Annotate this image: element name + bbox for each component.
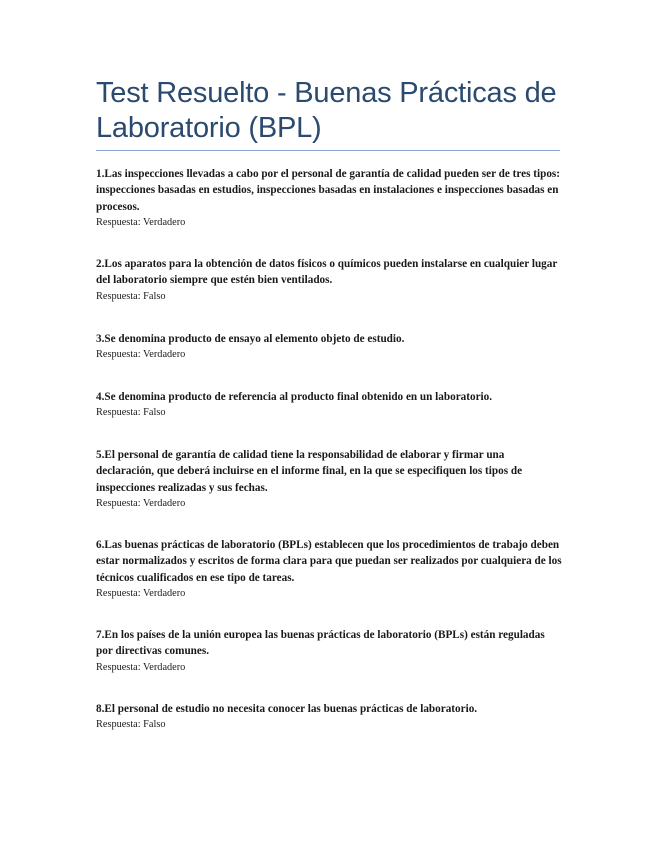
question-text: 8.El personal de estudio no necesita conocer las buenas prácticas de laboratorio. [96,703,478,715]
title-underline [96,150,560,151]
question-answer: Respuesta: Verdadero [96,587,186,599]
question-item [96,389,564,420]
question-item [96,537,564,601]
page-title: Test Resuelto - Buenas Prácticas de Laboratorio (BPL) [96,77,557,144]
question-item [96,627,564,675]
question-answer: Respuesta: Verdadero [96,216,186,228]
question-answer: Respuesta: Verdadero [96,349,186,361]
question-answer: Respuesta: Verdadero [96,497,186,509]
question-answer: Respuesta: Falso [96,407,166,419]
question-item [96,701,564,732]
question-text: 7.En los países de la unión europea las buenas prácticas de laboratorio (BPLs) están reguladas por directivas comunes. [96,629,545,658]
question-item [96,447,564,511]
question-item [96,166,564,230]
question-item [96,256,564,304]
question-text: 6.Las buenas prácticas de laboratorio (BPLs) establecen que los procedimientos de trabajo deben estar normalizados y escritos de forma clara para que puedan ser realizados por cualquiera de los técnicos cualificados en ese tipo de tareas. [96,539,562,584]
question-answer: Respuesta: Falso [96,290,166,302]
question-text: 2.Los aparatos para la obtención de datos físicos o químicos pueden instalarse en cualquier lugar del laboratorio siempre que estén bien ventilados. [96,258,558,287]
question-text: 5.El personal de garantía de calidad tiene la responsabilidad de elaborar y firmar una declaración, que deberá incluirse en el informe final, en la que se especifiquen los tipos de inspecciones realizadas y sus fechas. [96,449,523,494]
question-text: 3.Se denomina producto de ensayo al elemento objeto de estudio. [96,333,405,345]
question-item [96,331,564,362]
question-answer: Respuesta: Falso [96,719,166,731]
question-text: 1.Las inspecciones llevadas a cabo por el personal de garantía de calidad pueden ser de tres tipos: inspecciones basadas en estudios, inspecciones basadas en instalaciones e inspecciones basadas en procesos. [96,168,560,213]
question-text: 4.Se denomina producto de referencia al producto final obtenido en un laboratorio. [96,391,493,403]
question-answer: Respuesta: Verdadero [96,661,186,673]
